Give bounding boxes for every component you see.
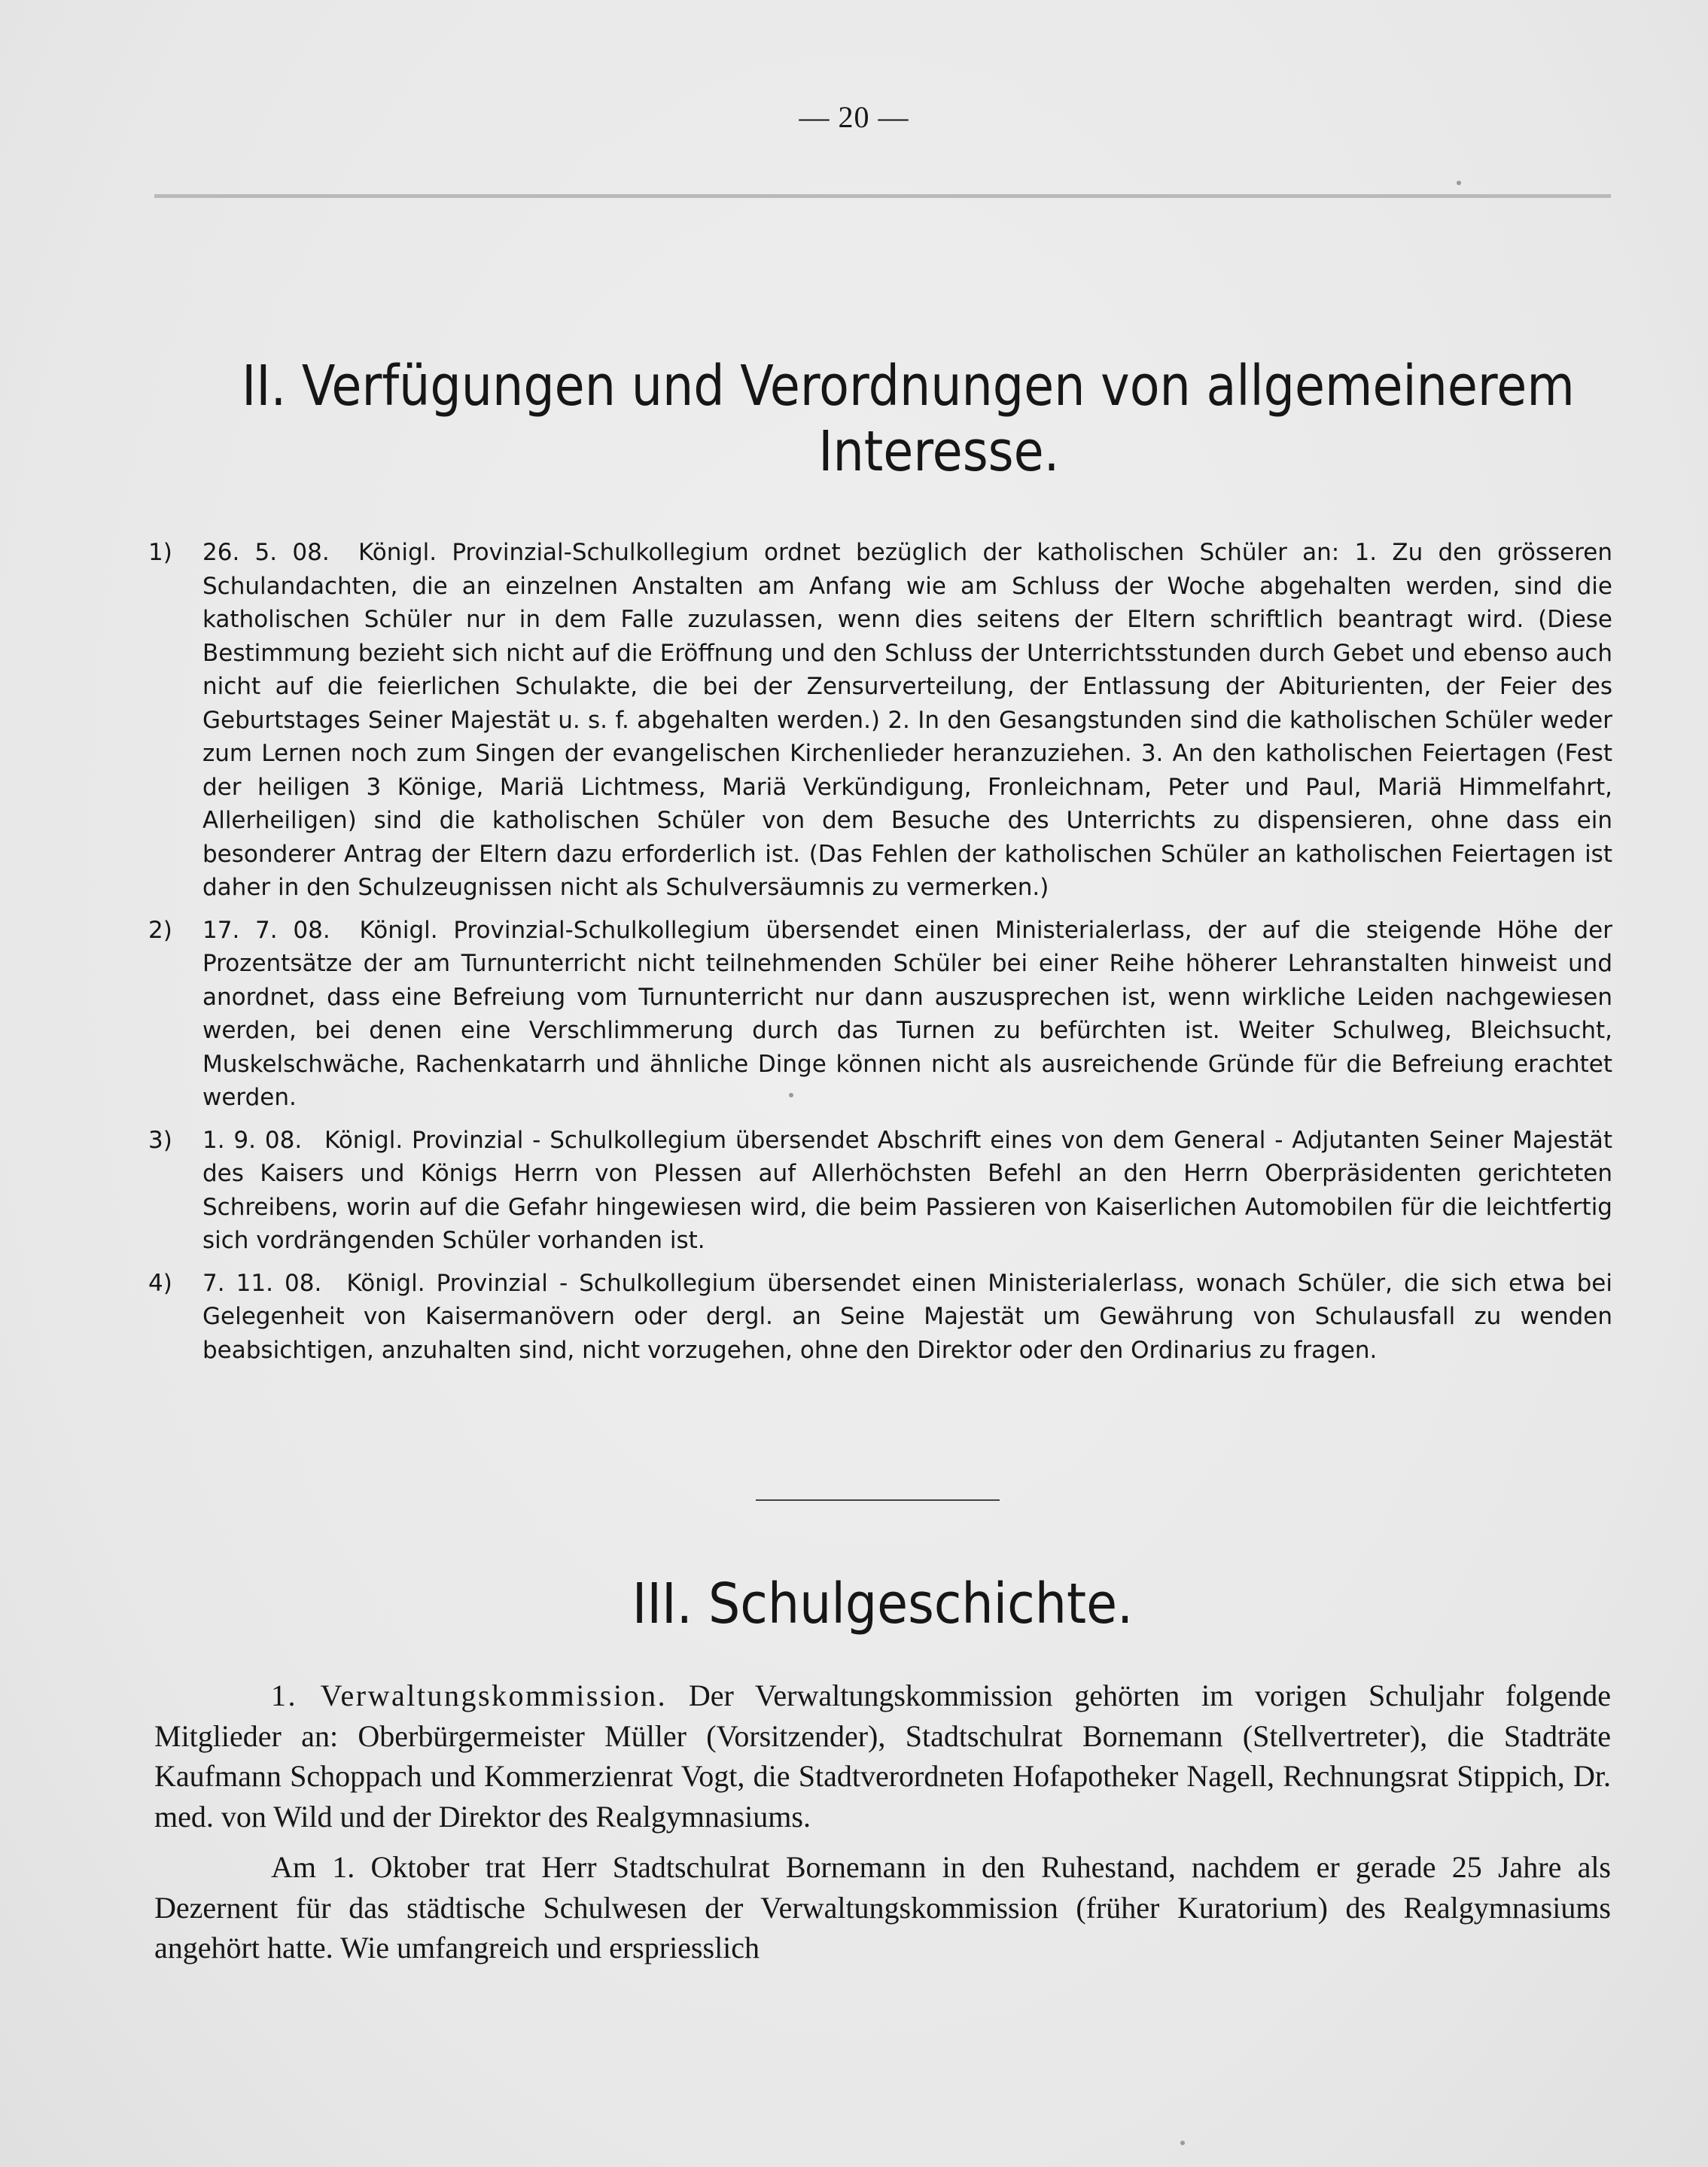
paper-speck <box>1180 2141 1185 2145</box>
decree-date: 26. 5. 08. <box>202 539 330 566</box>
section-divider <box>756 1499 1000 1501</box>
history-paragraph-text: Der Verwaltungskommission gehörten im vorigen Schuljahr folgende Mitglieder an: Oberbürgermeister Müller (Vorsitzender), Stadtschulrat Bornemann (Stellvertreter), die Stadträte Kaufmann Schoppach und Kommerzienrat Vogt, die Stadtverordneten Hofapotheker Nagell, Rechnungsrat Stippich, Dr. med. von Wild und der Direktor des Realgymnasiums. <box>154 1679 1611 1834</box>
decree-list <box>148 536 1612 1376</box>
history-paragraph <box>154 1675 1611 1837</box>
decree-number: 4) <box>148 1269 172 1297</box>
section-heading-line-1: II. Verfügungen und Verordnungen von allgemeinerem <box>242 354 1575 418</box>
top-divider <box>154 194 1611 198</box>
decree-item <box>148 1124 1612 1258</box>
decree-date: 17. 7. 08. <box>202 916 330 944</box>
section-heading-line-2: Interesse. <box>818 419 1060 485</box>
history-paragraph-lead: 1. Verwaltungskommission. <box>271 1679 668 1712</box>
section-heading-verfuegungen <box>242 354 1575 485</box>
school-history-body <box>154 1675 1611 1979</box>
decree-number: 2) <box>148 916 172 944</box>
decree-text: Königl. Provinzial-Schulkollegium übersendet einen Ministerialerlass, der auf die steigende Höhe der Prozentsätze der am Turnunterricht nicht teilnehmenden Schüler bei einer Reihe höherer Lehranstalten hinweist und anordnet, dass eine Befreiung vom Turnunterricht nur dann auszusprechen ist, wenn wirkliche Leiden nachgewiesen werden, bei denen eine Verschlimmerung durch das Turnen zu befürchten ist. Weiter Schulweg, Bleichsucht, Muskelschwäche, Rachenkatarrh und ähnliche Dinge können nicht als ausreichende Gründe für die Befreiung erachtet werden. <box>202 916 1612 1111</box>
history-paragraph <box>154 1847 1611 1968</box>
decree-number: 1) <box>148 539 172 566</box>
decree-item <box>148 1267 1612 1368</box>
decree-text: Königl. Provinzial-Schulkollegium ordnet bezüglich der katholischen Schüler an: 1. Zu den grösseren Schulandachten, die an einzelnen Anstalten am Anfang wie am Schluss der Woche abgehalten werden, sind die katholischen Schüler nur in dem Falle zuzulassen, wenn dies seitens der Eltern schriftlich beantragt wird. (Diese Bestimmung bezieht sich nicht auf die Eröffnung und den Schluss der Unterrichtsstunden durch Gebet und ebenso auch nicht auf die feierlichen Schulakte, die bei der Zensurverteilung, der Entlassung der Abiturienten, der Feier des Geburtstages Seiner Majestät u. s. f. abgehalten werden.) 2. In den Gesangstunden sind die katholischen Schüler weder zum Lernen noch zum Singen der evangelischen Kirchenlieder heranzuziehen. 3. An den katholischen Feiertagen (Fest der heiligen 3 Könige, Mariä Lichtmess, Mariä Verkündigung, Fronleichnam, Peter und Paul, Mariä Himmelfahrt, Allerheiligen) sind die katholischen Schüler von dem Besuche des Unterrichts zu dispensieren, ohne dass ein besonderer Antrag der Eltern dazu erforderlich ist. (Das Fehlen der katholischen Schüler an katholischen Feiertagen ist daher in den Schulzeugnissen nicht als Schulversäumnis zu vermerken.) <box>202 539 1613 901</box>
decree-text: Königl. Provinzial - Schulkollegium übersendet Abschrift eines von dem General - Adjutanten Seiner Majestät des Kaisers und Königs Herrn von Plessen auf Allerhöchsten Befehl an den Herrn Oberpräsidenten gerichteten Schreibens, worin auf die Gefahr hingewiesen wird, die beim Passieren von Kaiserlichen Automobilen für die leichtfertig sich vordrängenden Schüler vorhanden ist. <box>202 1126 1612 1254</box>
section-heading-schulgeschichte: III. Schulgeschichte. <box>632 1572 1134 1636</box>
history-paragraph-text: Am 1. Oktober trat Herr Stadtschulrat Bornemann in den Ruhestand, nachdem er gerade 25 Jahre als Dezernent für das städtische Schulwesen der Verwaltungskommission (früher Kuratorium) des Realgymnasiums angehört hatte. Wie umfangreich und erspriesslich <box>154 1850 1611 1965</box>
page-number: — 20 — <box>799 100 909 134</box>
decree-date: 7. 11. 08. <box>202 1269 322 1297</box>
decree-date: 1. 9. 08. <box>202 1126 303 1154</box>
decree-text: Königl. Provinzial - Schulkollegium übersendet einen Ministerialerlass, wonach Schüler, die sich etwa bei Gelegenheit von Kaisermanövern oder dergl. an Seine Majestät um Gewährung von Schulausfall zu wenden beabsichtigen, anzuhalten sind, nicht vorzugehen, ohne den Direktor oder den Ordinarius zu fragen. <box>202 1269 1612 1364</box>
decree-number: 3) <box>148 1126 172 1154</box>
paper-speck <box>789 1093 793 1097</box>
paper-speck <box>1457 181 1461 185</box>
decree-item <box>148 536 1612 905</box>
decree-item <box>148 914 1612 1115</box>
